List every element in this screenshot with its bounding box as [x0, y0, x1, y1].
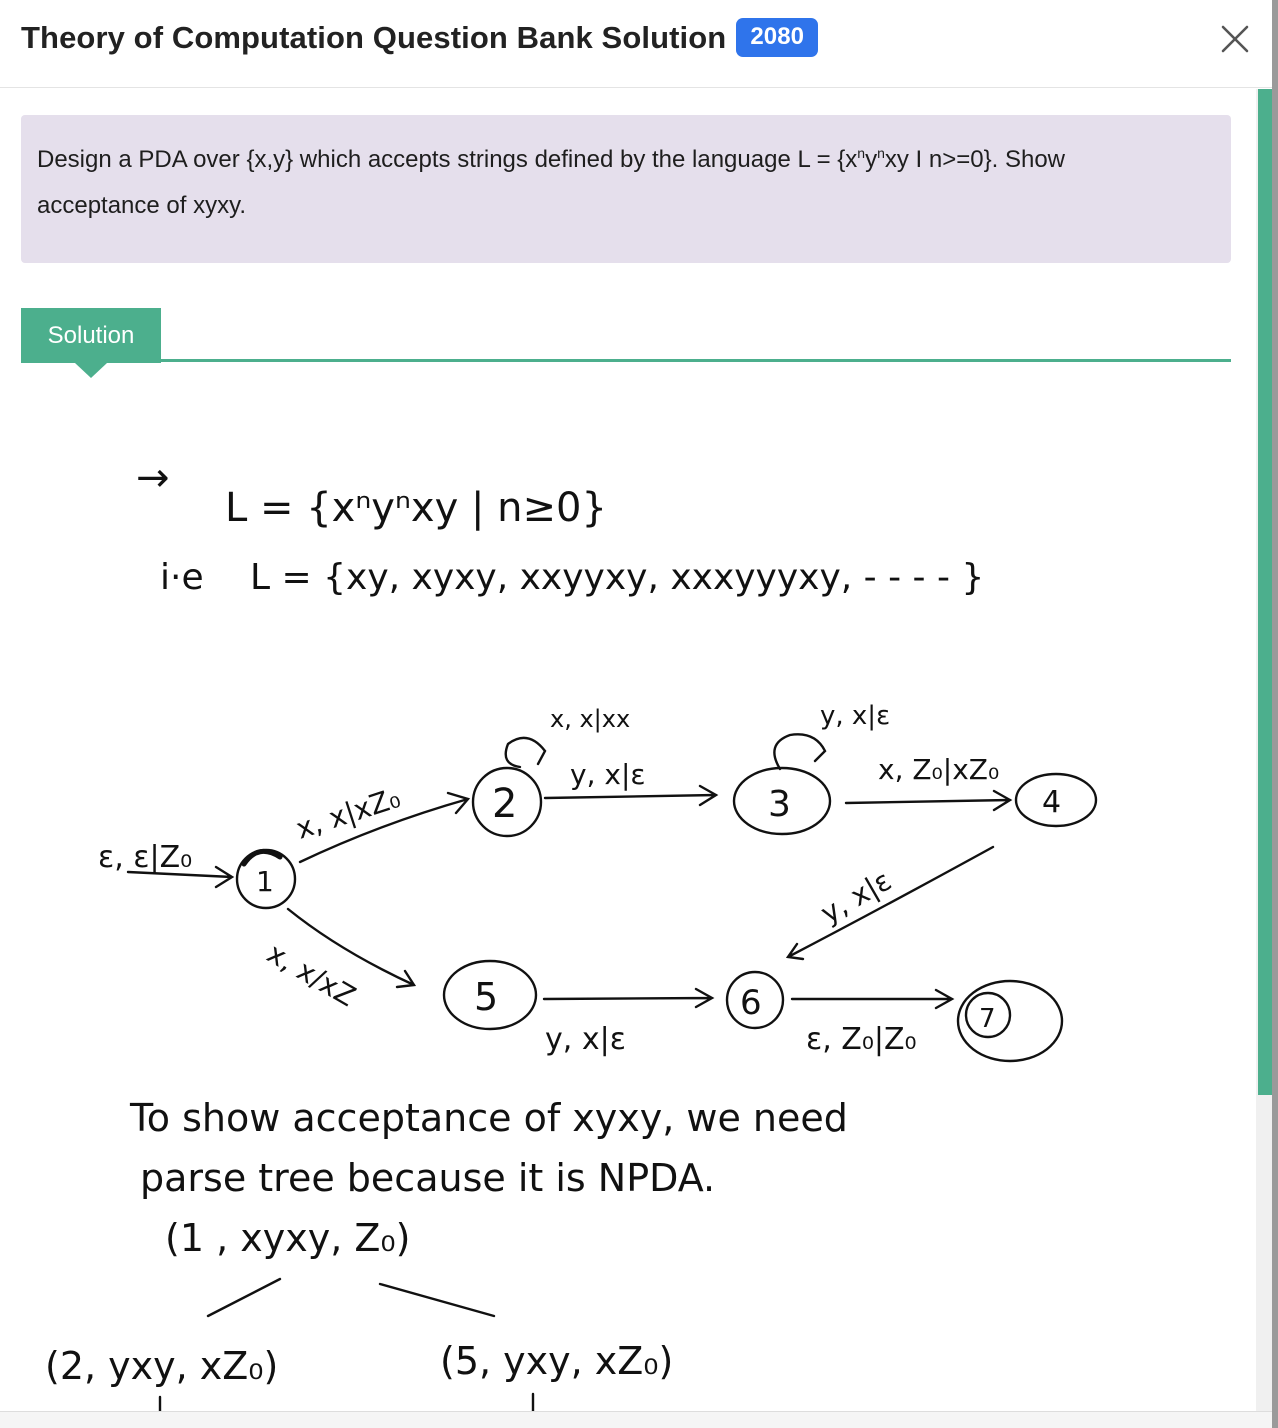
- tree-branch-right: [380, 1284, 494, 1316]
- state-diagram: [98, 701, 1096, 1061]
- svg-text:y, x|ε: y, x|ε: [545, 1022, 626, 1057]
- tree-right-1: (5, yxy, xZ₀): [440, 1339, 674, 1383]
- question-line-2: acceptance of xyxy.: [37, 192, 246, 219]
- close-icon: [1212, 16, 1258, 62]
- svg-text:x, x|xx: x, x|xx: [550, 705, 631, 733]
- svg-text:ε, ε|Z₀: ε, ε|Z₀: [98, 840, 193, 875]
- year-badge: 2080: [736, 18, 818, 57]
- modal-header: [0, 0, 1272, 88]
- svg-text:x, x|xZ₀: x, x|xZ₀: [291, 781, 405, 846]
- edge-5-6: [544, 989, 712, 1007]
- close-button[interactable]: [1212, 16, 1258, 62]
- svg-text:y, x|ε: y, x|ε: [570, 758, 646, 791]
- handwritten-solution-image: [0, 439, 1256, 1428]
- acceptance-note: [129, 1096, 848, 1200]
- solution-tab: Solution: [21, 308, 161, 363]
- svg-text:x, x/xZ: x, x/xZ: [261, 936, 362, 1014]
- svg-text:4: 4: [1042, 785, 1062, 820]
- tree-branch-left: [208, 1279, 280, 1316]
- ie-label: i·e: [160, 557, 204, 598]
- svg-text:2: 2: [492, 781, 518, 827]
- svg-text:5: 5: [474, 975, 499, 1019]
- window-edge: [1272, 0, 1278, 1428]
- svg-text:ε, Z₀|Z₀: ε, Z₀|Z₀: [806, 1022, 917, 1057]
- question-box: [21, 115, 1231, 263]
- state-1-mark: [244, 851, 280, 864]
- parse-tree: [45, 1216, 673, 1428]
- svg-text:6: 6: [740, 983, 762, 1023]
- question-line-1: Design a PDA over {x,y} which accepts strings defined by the language $L = \{x^ny^nxy$ I n>=0}. Show: [37, 145, 1065, 173]
- language-definition: [136, 455, 984, 598]
- modal-title: [21, 18, 818, 57]
- language-strings-text: L = {xy, xyxy, xxyyxy, xxxyyyxy, - - - - }: [250, 557, 985, 598]
- svg-text:x, Z₀|xZ₀: x, Z₀|xZ₀: [878, 753, 1000, 786]
- svg-text:3: 3: [768, 784, 791, 825]
- svg-text:7: 7: [979, 1004, 996, 1034]
- tree-left-1: (2, yxy, xZ₀): [45, 1344, 279, 1388]
- svg-text:y, x|ε: y, x|ε: [820, 701, 891, 731]
- note-line-1: To show acceptance of xyxy, we need: [130, 1096, 848, 1140]
- solution-divider: [161, 359, 1231, 362]
- edge-3-4: [846, 791, 1010, 810]
- svg-text:1: 1: [256, 865, 274, 898]
- modal-body: [0, 89, 1256, 1428]
- bottom-bar: [0, 1411, 1272, 1428]
- page-title: Theory of Computation Question Bank Solution: [21, 19, 727, 55]
- note-line-2: parse tree because it is NPDA.: [140, 1156, 716, 1200]
- svg-text:y, x|ε: y, x|ε: [815, 863, 897, 931]
- arrow-mark: →: [136, 455, 170, 501]
- loop-2: [506, 738, 545, 767]
- scrollbar-thumb[interactable]: [1258, 89, 1272, 1095]
- tree-root: (1 , xyxy, Z₀): [165, 1216, 411, 1260]
- edge-6-7: [792, 990, 952, 1008]
- loop-3: [774, 734, 825, 769]
- language-def-text: L = {xⁿyⁿxy | n≥0}: [225, 485, 607, 531]
